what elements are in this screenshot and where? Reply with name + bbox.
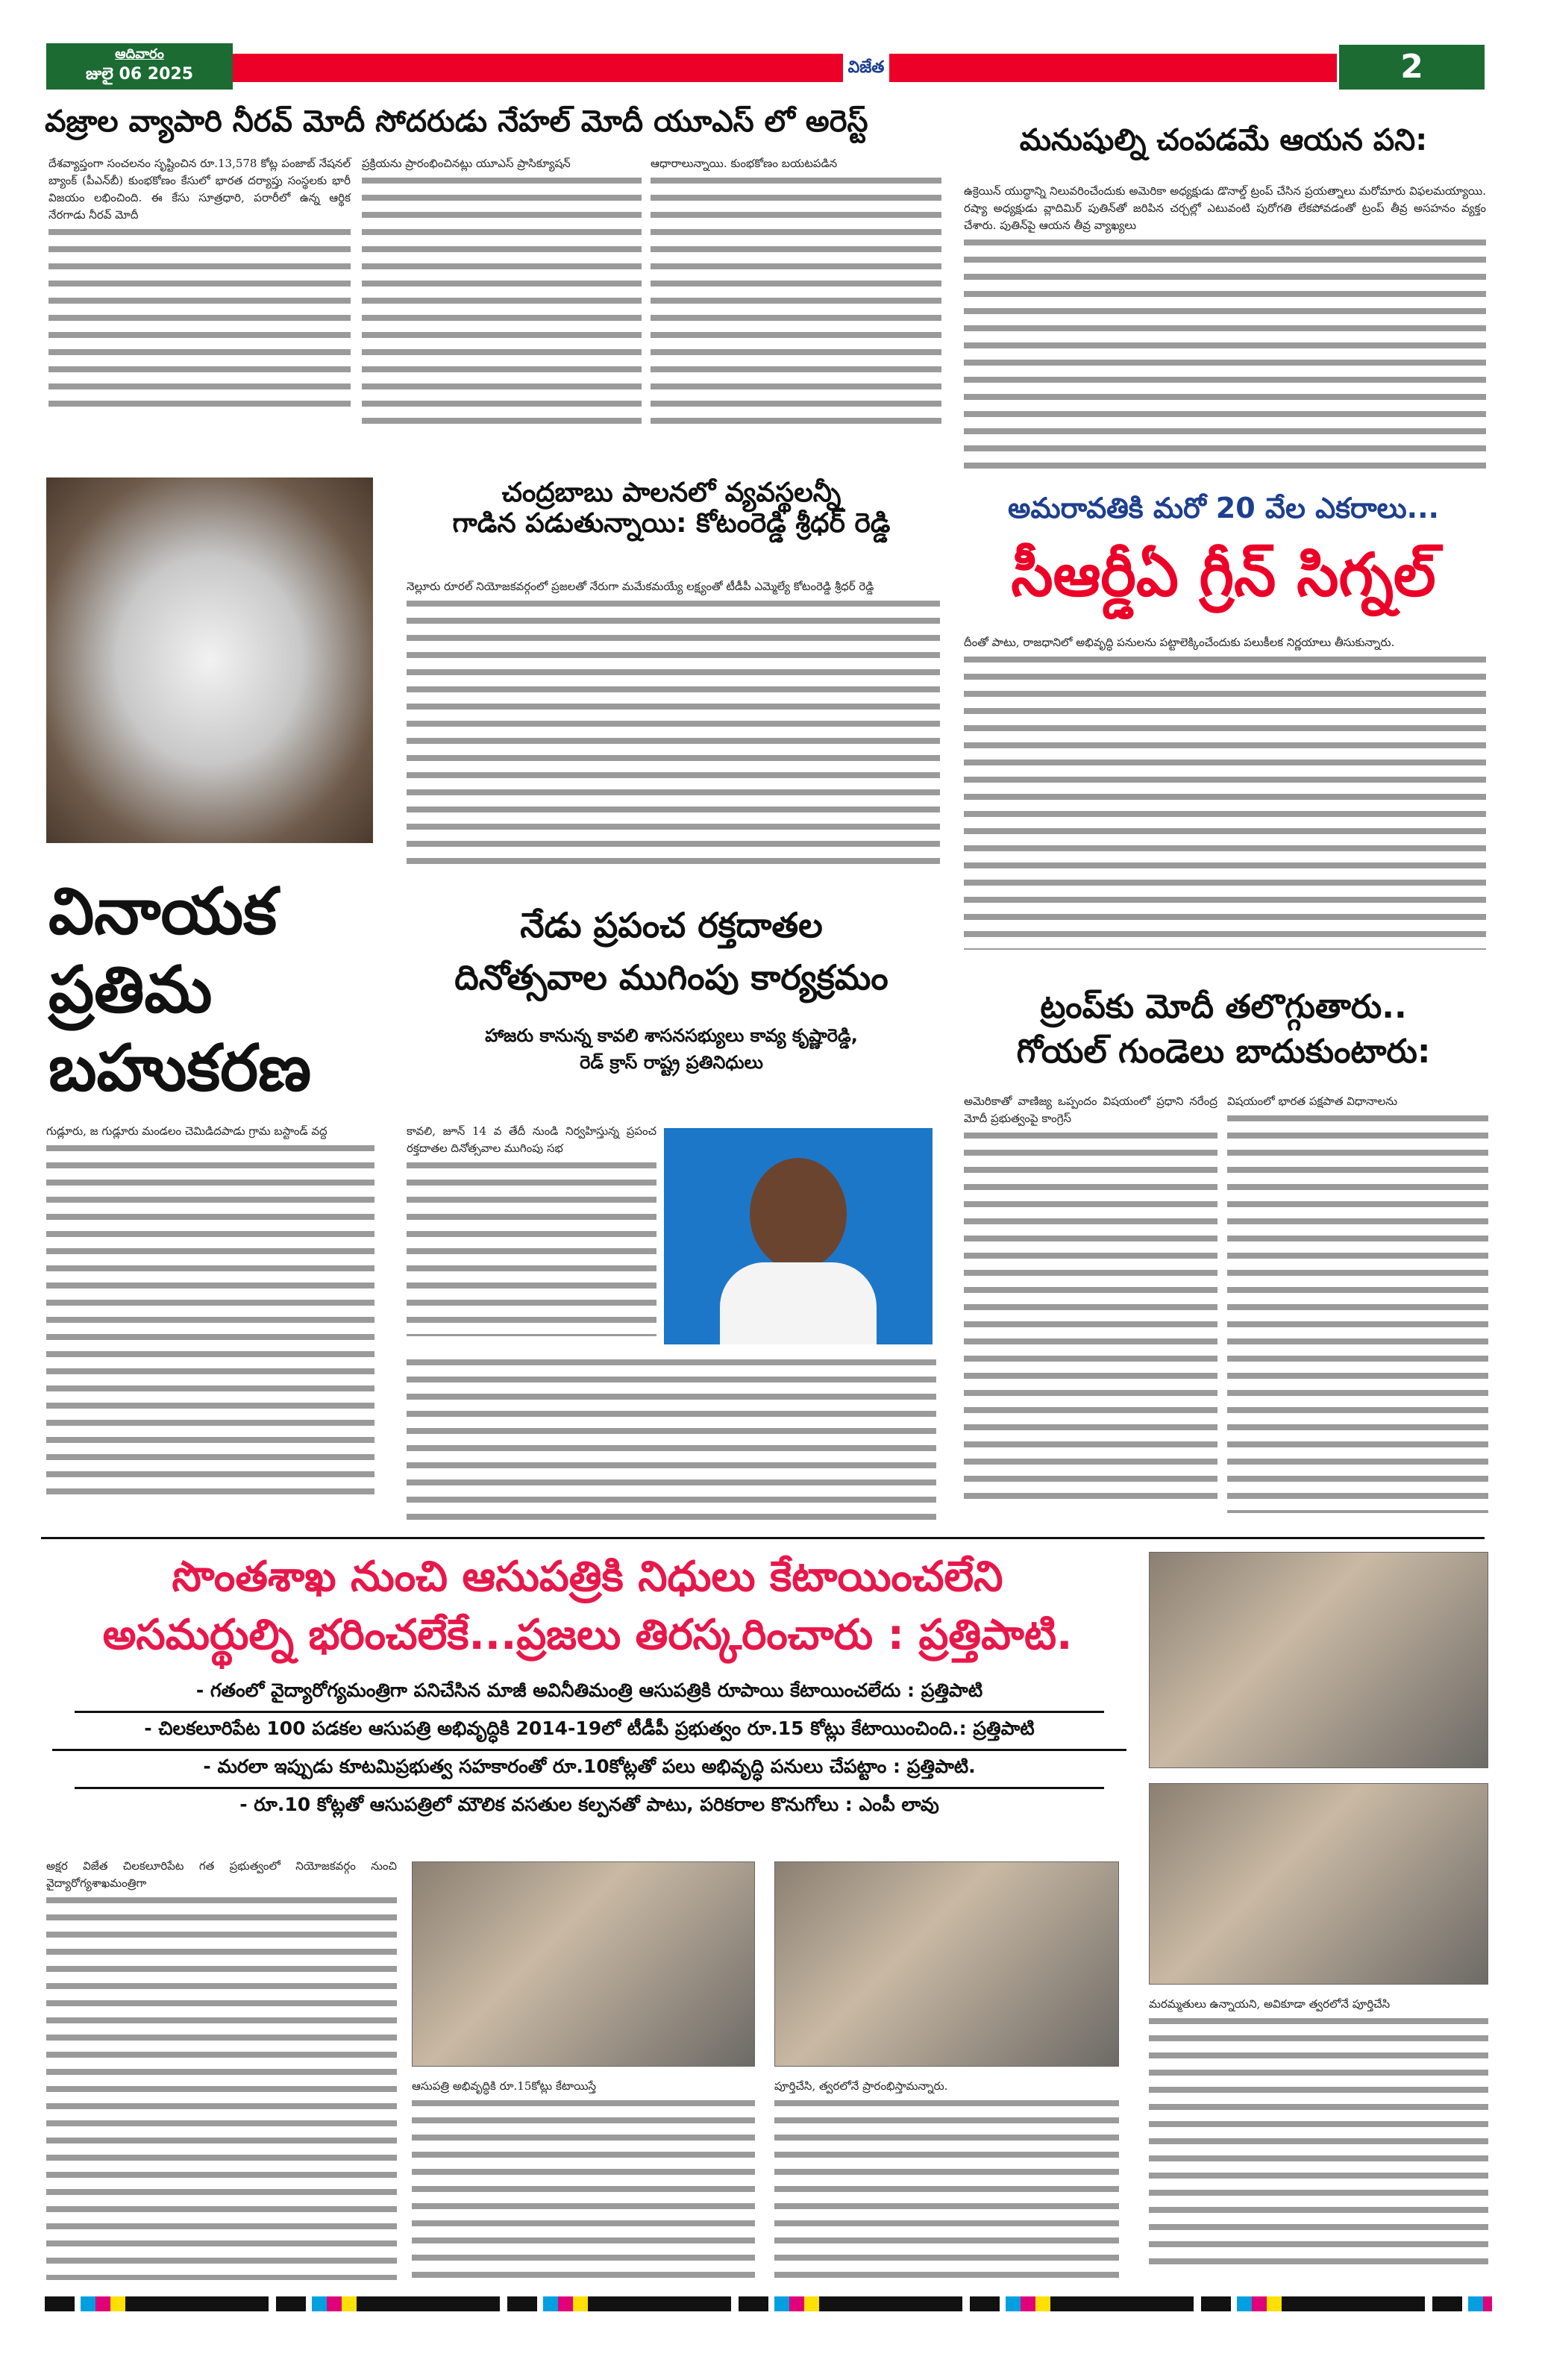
- bullet: - రూ.10 కోట్లతో ఆసుపత్రిలో మౌలిక వసతుల కల్పనతో పాటు, పరికరాల కొనుగోలు : ఎంపీ లావు: [239, 1794, 939, 1815]
- crda-body: [964, 634, 1486, 970]
- blood-headline: [403, 899, 940, 1003]
- kotamreddy-headline: [403, 477, 940, 539]
- goyal-headline: [955, 985, 1492, 1074]
- hospital-inauguration-photo-1: [1149, 1552, 1488, 1768]
- nirav-body: [48, 155, 351, 442]
- goyal-body: [964, 1093, 1217, 1526]
- hospital-col4-text: మరమ్మతులు ఉన్నాయని, అవికూడా త్వరలోనే పూర్తిచేసి: [1149, 1997, 1391, 2011]
- goyal-body-text: అమెరికాతో వాణిజ్య ఒప్పందం విషయంలో ప్రధాని నరేంద్ర మోదీ ప్రభుత్వంపై కాంగ్రెస్: [964, 1095, 1217, 1125]
- hospital-headline-line2: అసమర్థుల్ని భరించలేకే...ప్రజలు తిరస్కరించారు : ప్రత్తిపాటి.: [102, 1611, 1073, 1659]
- nirav-body-text: దేశవ్యాప్తంగా సంచలనం సృష్టించిన రూ.13,578 కోట్ల పంజాబ్ నేషనల్ బ్యాంక్ (పీఎన్‌బీ) కుంభకోణం కేసులో భారత దర్యాప్తు సంస్థలకు భారీ విజయం లభించింది. ఈ కేసు సూత్రధారి, పరారీలో ఉన్న ఆర్థిక నేరగాడు నీరవ్ మోదీ: [48, 157, 351, 222]
- crda-body-text: దీంతో పాటు, రాజధానిలో అభివృద్ధి పనులను పట్టాలెక్కించేందుకు పలుకీలక నిర్ణయాలు తీసుకున్నారు.: [964, 636, 1395, 649]
- groundbreaking-photo-2: [774, 1861, 1119, 2067]
- print-registration-strip: [45, 2296, 1492, 2311]
- nirav-col3-text: ఆధారాలున్నాయి. కుంభకోణం బయటపడిన: [651, 157, 838, 170]
- goyal-headline-line1: ట్రంప్‌కు మోదీ తలొగ్గుతారు..: [1040, 988, 1407, 1026]
- date-label: జులై 06 2025: [85, 65, 194, 84]
- day-label: ఆదివారం: [115, 46, 164, 62]
- hospital-body: [46, 1858, 397, 2283]
- blood-body-text: కావలి, జూన్ 14 వ తేదీ నుండి నిర్వహిస్తున్న ప్రపంచ రక్తదాతల దినోత్సవాల ముగింపు సభ: [407, 1124, 656, 1155]
- crda-headline: సీఆర్డీఏ గ్రీన్ సిగ్నల్: [1011, 540, 1436, 610]
- bullet: - గతంలో వైద్యారోగ్యమంత్రిగా పనిచేసిన మాజీ అవినీతిమంత్రి ఆసుపత్రికి రూపాయి కేటాయించలేదు : ప్రత్తిపాటి: [75, 1675, 1104, 1713]
- nirav-body-col3: [651, 155, 941, 442]
- page-number: 2: [1339, 45, 1485, 90]
- blood-subhead-line1: హాజరు కానున్న కావలి శాసనసభ్యులు కావ్య కృష్ణారెడ్డి,: [485, 1025, 858, 1046]
- vinayaka-body: [46, 1123, 374, 1529]
- blood-subhead: [403, 1022, 940, 1076]
- crda-kicker: అమరావతికి మరో 20 వేల ఎకరాలు...: [1008, 492, 1439, 524]
- kotamreddy-body-text: నెల్లూరు రూరల్ నియోజకవర్గంలో ప్రజలతో నేరుగా మమేకమయ్యే లక్ష్యంతో టీడీపీ ఎమ్మెల్యే కోటంరెడ్డి శ్రీధర్ రెడ్డి: [407, 580, 874, 593]
- kotamreddy-headline-line2: గాడిన పడుతున్నాయి: కోటంరెడ్డి శ్రీధర్ రెడ్డి: [452, 508, 891, 539]
- vinayaka-headline: [48, 873, 377, 1108]
- vinayaka-line3: బహుకరణ: [48, 1031, 312, 1106]
- nirav-headline: వజ్రాల వ్యాపారి నీరవ్ మోదీ సోదరుడు నేహల్ మోదీ యూఎస్ లో అరెస్ట్: [45, 104, 868, 139]
- blood-body: [407, 1123, 656, 1354]
- hospital-body-col3: [774, 2078, 1119, 2283]
- hospital-bullets: [52, 1675, 1126, 1825]
- hospital-headline-line1: సొంతశాఖ నుంచి ఆసుపత్రికి నిధులు కేటాయించలేని: [172, 1553, 1003, 1601]
- hospital-col2-text: ఆసుపత్రి అభివృద్ధికి రూ.15కోట్లు కేటాయిస్తే: [412, 2079, 597, 2093]
- masthead-bar: [233, 54, 1337, 82]
- hospital-body-col4: [1149, 1996, 1488, 2283]
- date-box: [46, 43, 233, 90]
- hospital-inauguration-photo-2: [1149, 1783, 1488, 1985]
- vinayaka-line1: వినాయక: [48, 874, 277, 949]
- hospital-body-col2: [412, 2078, 755, 2283]
- goyal-headline-line2: గోయల్ గుండెలు బాదుకుంటారు:: [1016, 1033, 1431, 1071]
- mla-portrait-photo: [664, 1128, 933, 1344]
- vinayaka-body-text: గుడ్లూరు, జ గుడ్లూరు మండలం చెమిడిదపాడు గ్రామ బస్టాండ్ వద్ద: [46, 1124, 327, 1138]
- ganesha-idol-photo: [46, 477, 373, 843]
- blood-headline-line1: నేడు ప్రపంచ రక్తదాతల: [520, 905, 823, 945]
- hospital-headline: [41, 1548, 1134, 1665]
- section-divider: [41, 1537, 1485, 1539]
- logo: విజేత: [843, 46, 889, 90]
- vinayaka-line2: ప్రతిమ: [48, 953, 213, 1027]
- hospital-col3-text: పూర్తిచేసి, త్వరలోనే ప్రారంభిస్తామన్నారు.: [774, 2079, 948, 2093]
- nirav-body-col2: [362, 155, 642, 442]
- kotamreddy-body: [407, 578, 940, 884]
- putin-body-text: ఉక్రెయిన్ యుద్ధాన్ని నిలువరించేందుకు అమెరికా అధ్యక్షుడు డొనాల్డ్ ట్రంప్ చేసిన ప్రయత్నాలు మరోమారు విఫలమయ్యాయి. రష్యా అధ్యక్షుడు వ్లాదిమిర్ పుతిన్‌తో జరిపిన చర్చల్లో ఎటువంటి పురోగతి లేకపోవడంతో ట్రంప్ తీవ్ర అసహనం వ్యక్తం చేశారు. పుతిన్‌పై ఆయన తీవ్ర వ్యాఖ్యలు: [964, 184, 1486, 232]
- kotamreddy-headline-line1: చంద్రబాబు పాలనలో వ్యవస్థలన్నీ: [501, 477, 841, 508]
- bullet: - మరలా ఇప్పుడు కూటమిప్రభుత్వ సహకారంతో రూ.10కోట్లతో పలు అభివృద్ధి పనులు చేపట్టాం : ప్రత్తిపాటి.: [75, 1751, 1104, 1789]
- blood-headline-line2: దినోత్సవాల ముగింపు కార్యక్రమం: [454, 957, 888, 998]
- groundbreaking-photo-1: [412, 1861, 755, 2067]
- blood-body-continued: [407, 1354, 936, 1526]
- goyal-body-col2: [1227, 1093, 1488, 1526]
- putin-body: [964, 183, 1486, 481]
- bullet: - చిలకలూరిపేట 100 పడకల ఆసుపత్రి అభివృద్ధికి 2014-19లో టీడీపీ ప్రభుత్వం రూ.15 కోట్లు కేటాయించింది.: ప్రత్తిపాటి: [52, 1713, 1126, 1751]
- putin-headline: మనుషుల్ని చంపడమే ఆయన పని:: [1019, 123, 1428, 157]
- hospital-body-text: అక్షర విజేత చిలకలూరిపేట గత ప్రభుత్వంలో నియోజకవర్గం నుంచి వైద్యారోగ్యశాఖమంత్రిగా: [46, 1859, 397, 1890]
- blood-subhead-line2: రెడ్ క్రాస్ రాష్ట్ర ప్రతినిధులు: [580, 1052, 763, 1073]
- goyal-col2-text: విషయంలో భారత పక్షపాత విధానాలను: [1227, 1095, 1398, 1108]
- nirav-col2-text: ప్రక్రియను ప్రారంభించినట్లు యూఎస్ ప్రాసిక్యూషన్: [362, 157, 571, 170]
